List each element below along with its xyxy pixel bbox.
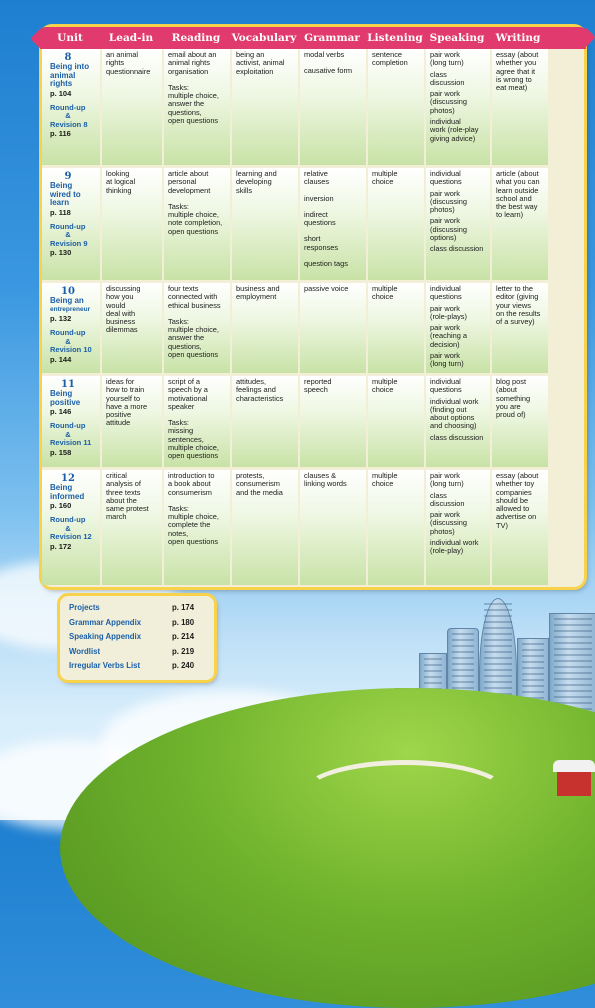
- table-cell-speaking: [426, 376, 492, 467]
- vocabulary-text: being an activist, animal exploitation: [236, 50, 285, 76]
- table-cell-writing: [492, 49, 548, 165]
- speaking-item: pair work (discussing photos): [430, 188, 467, 215]
- table-cell-unit: [42, 376, 102, 467]
- table-cell-speaking: [426, 49, 492, 165]
- table-cell-grammar: [300, 470, 368, 585]
- appendix-item-page: p. 214: [172, 632, 195, 641]
- ampersand: &: [65, 523, 71, 533]
- table-cell-reading: [164, 470, 232, 585]
- table-cell-unit: [42, 470, 102, 585]
- table-cell-vocabulary: [232, 49, 300, 165]
- appendix-item-label: Grammar Appendix: [69, 617, 142, 627]
- table-cell-vocabulary: [232, 470, 300, 585]
- unit-title: Being into animal rights: [50, 62, 90, 88]
- header-writing: Writing: [495, 32, 541, 44]
- writing-text: letter to the editor (giving your views on the results of a survey): [496, 284, 541, 327]
- reading-item: email about an animal rights organisation: [168, 50, 217, 76]
- unit-page: p. 146: [50, 407, 72, 416]
- table-row: [42, 470, 584, 585]
- table-cell-grammar: [300, 168, 368, 280]
- speaking-item: class discussion: [430, 432, 484, 442]
- speaking-item: class discussion: [430, 490, 465, 508]
- grammar-item: reported speech: [304, 377, 332, 395]
- table-cell-reading: [164, 49, 232, 165]
- ampersand: &: [65, 336, 71, 346]
- table-cell-leadin: [102, 376, 164, 467]
- speaking-item: individual questions: [430, 169, 462, 187]
- unit-number: 10: [61, 286, 75, 297]
- leadin-text: looking at logical thinking: [106, 169, 136, 195]
- table-cell-listening: [368, 49, 426, 165]
- table-cell-unit: [42, 168, 102, 280]
- header-unit: Unit: [57, 32, 83, 44]
- table-cell-leadin: [102, 470, 164, 585]
- reading-item: four texts connected with ethical business: [168, 284, 221, 310]
- table-cell-unit: [42, 49, 102, 165]
- unit-number: 9: [64, 171, 72, 182]
- table-cell-listening: [368, 376, 426, 467]
- table-cell-writing: [492, 376, 548, 467]
- table-row: [42, 168, 584, 280]
- revision-label: Revision 10: [50, 345, 92, 354]
- speaking-item: individual questions: [430, 284, 462, 302]
- revision-page: p. 172: [50, 541, 72, 551]
- table-row: [42, 49, 584, 165]
- vocabulary-text: attitudes, feelings and characteristics: [236, 377, 284, 403]
- grammar-item: modal verbs: [304, 50, 345, 59]
- speaking-item: individual work (role-play): [430, 538, 479, 556]
- listening-text: multiple choice: [372, 284, 398, 302]
- speaking-item: individual questions: [430, 377, 462, 395]
- speaking-item: pair work (long turn): [430, 351, 464, 369]
- reading-item: Tasks: multiple choice, note completion, open questions: [168, 201, 223, 236]
- speaking-item: pair work (long turn): [430, 471, 464, 489]
- unit-title: Being an: [50, 296, 84, 305]
- table-cell-vocabulary: [232, 168, 300, 280]
- reading-item: Tasks: multiple choice, answer the questions, open questions: [168, 82, 219, 126]
- unit-page: p. 160: [50, 501, 72, 510]
- speaking-item: individual work (role-play giving advice): [430, 117, 479, 143]
- appendix-item-label: Speaking Appendix: [69, 632, 142, 641]
- header-grammar: Grammar: [304, 32, 360, 44]
- revision-page: p. 130: [50, 248, 72, 257]
- table-cell-reading: [164, 168, 232, 280]
- table-cell-reading: [164, 376, 232, 467]
- round-up-label: Round-up: [50, 515, 86, 524]
- reading-item: introduction to a book about consumerism: [168, 471, 215, 497]
- round-up-revision: [50, 223, 98, 249]
- unit-subtitle: entrepreneur: [50, 305, 91, 313]
- table-cell-leadin: [102, 49, 164, 165]
- unit-number: 11: [61, 379, 75, 390]
- header-reading: Reading: [171, 32, 221, 44]
- revision-label: Revision 11: [50, 438, 92, 447]
- leadin-text: discussing how you would deal with business dilemmas: [106, 284, 141, 335]
- table-cell-unit: [42, 283, 102, 373]
- round-up-revision: [50, 422, 98, 448]
- unit-number: 8: [64, 52, 72, 63]
- vocabulary-text: learning and developing skills: [236, 169, 277, 195]
- grammar-item: relative clauses: [304, 169, 330, 187]
- table-cell-grammar: [300, 49, 368, 165]
- speaking-item: pair work (long turn): [430, 50, 464, 68]
- vocabulary-text: business and employment: [236, 284, 280, 302]
- table-row: [42, 283, 584, 373]
- grammar-item: causative form: [304, 66, 353, 76]
- table-cell-leadin: [102, 168, 164, 280]
- table-cell-reading: [164, 283, 232, 373]
- unit-number: 12: [61, 473, 75, 484]
- unit-page: p. 104: [50, 88, 72, 98]
- writing-text: essay (about whether you agree that it is wrong to eat meat): [496, 50, 539, 93]
- revision-page: p. 116: [50, 129, 71, 138]
- speaking-item: pair work (discussing options): [430, 216, 467, 243]
- appendix-item-label: Projects: [69, 603, 100, 612]
- speaking-item: individual work (finding out about options and choosing): [430, 396, 479, 431]
- table-cell-listening: [368, 168, 426, 280]
- reading-item: Tasks: multiple choice, complete the notes, open questions: [168, 503, 219, 547]
- revision-page: p. 158: [50, 447, 72, 457]
- table-cell-grammar: [300, 376, 368, 467]
- header-lead-in: Lead-in: [108, 32, 154, 44]
- listening-text: multiple choice: [372, 377, 398, 395]
- unit-title: Being informed: [50, 483, 85, 501]
- leadin-text: critical analysis of three texts about the same protest march: [106, 471, 149, 522]
- grammar-item: passive voice: [304, 284, 349, 293]
- appendix-box: [60, 596, 214, 680]
- barn-illustration: [557, 770, 591, 796]
- round-up-revision: [50, 329, 98, 355]
- leadin-text: ideas for how to train yourself to have a more positive attitude: [106, 377, 148, 428]
- speaking-item: pair work (discussing photos): [430, 89, 467, 115]
- grammar-item: inversion: [304, 193, 334, 203]
- table-cell-writing: [492, 283, 548, 373]
- speaking-item: class discussion: [430, 244, 484, 254]
- reading-item: Tasks: multiple choice, answer the questions, open questions: [168, 316, 219, 360]
- appendix-item-page: p. 174: [172, 603, 195, 612]
- contents-table: [42, 27, 584, 587]
- table-cell-grammar: [300, 283, 368, 373]
- table-row: [42, 376, 584, 467]
- ampersand: &: [65, 111, 71, 120]
- leadin-text: an animal rights questionnaire: [106, 50, 151, 76]
- speaking-item: pair work (reaching a decision): [430, 323, 467, 349]
- reading-item: article about personal development: [168, 169, 211, 195]
- appendix-item-page: p. 240: [172, 661, 195, 670]
- round-up-label: Round-up: [50, 328, 86, 337]
- revision-page: p. 144: [50, 354, 72, 364]
- unit-title: Being wired to learn: [50, 181, 81, 207]
- table-header: [40, 27, 586, 49]
- round-up-label: Round-up: [50, 421, 86, 430]
- revision-label: Revision 12: [50, 532, 92, 541]
- grammar-item: clauses & linking words: [304, 471, 347, 489]
- unit-page: p. 118: [50, 207, 71, 217]
- table-cell-speaking: [426, 470, 492, 585]
- reading-item: Tasks: missing sentences, multiple choice, open questions: [168, 418, 219, 461]
- ampersand: &: [65, 429, 71, 439]
- writing-text: essay (about whether toy companies should be allowed to advertise on TV): [496, 471, 539, 530]
- reading-item: script of a speech by a motivational speaker: [168, 377, 208, 411]
- vocabulary-text: protests, consumerism and the media: [236, 471, 283, 497]
- unit-title: Being positive: [50, 389, 81, 407]
- table-cell-listening: [368, 283, 426, 373]
- writing-text: blog post (about something you are proud of): [496, 377, 531, 420]
- unit-page: p. 132: [50, 314, 72, 323]
- listening-text: sentence completion: [372, 50, 408, 68]
- listening-text: multiple choice: [372, 471, 398, 489]
- header-speaking: Speaking: [429, 32, 485, 44]
- table-cell-writing: [492, 470, 548, 585]
- writing-text: article (about what you can learn outside school and the best way to learn): [496, 169, 540, 220]
- table-cell-speaking: [426, 168, 492, 280]
- header-vocabulary: Vocabulary: [231, 32, 297, 44]
- table-cell-vocabulary: [232, 376, 300, 467]
- table-cell-speaking: [426, 283, 492, 373]
- grammar-item: indirect questions: [304, 209, 336, 228]
- table-cell-leadin: [102, 283, 164, 373]
- round-up-revision: [50, 516, 98, 542]
- table-cell-vocabulary: [232, 283, 300, 373]
- listening-text: multiple choice: [372, 169, 398, 187]
- grammar-item: short responses: [304, 234, 339, 252]
- table-cell-writing: [492, 168, 548, 280]
- grammar-item: question tags: [304, 259, 348, 269]
- revision-label: Revision 9: [50, 238, 88, 248]
- ampersand: &: [65, 230, 71, 239]
- round-up-revision: [50, 104, 98, 130]
- appendix-item-label: Irregular Verbs List: [69, 661, 141, 670]
- appendix-item-page: p. 219: [172, 646, 195, 656]
- appendix-item-label: Wordlist: [69, 646, 101, 656]
- table-cell-listening: [368, 470, 426, 585]
- speaking-item: pair work (discussing photos): [430, 510, 467, 536]
- speaking-item: class discussion: [430, 69, 465, 87]
- round-up-label: Round-up: [50, 102, 86, 112]
- appendix-item-page: p. 180: [172, 617, 195, 627]
- round-up-label: Round-up: [50, 221, 86, 231]
- header-listening: Listening: [367, 32, 423, 44]
- speaking-item: pair work (role-plays): [430, 303, 467, 321]
- revision-label: Revision 8: [50, 119, 88, 129]
